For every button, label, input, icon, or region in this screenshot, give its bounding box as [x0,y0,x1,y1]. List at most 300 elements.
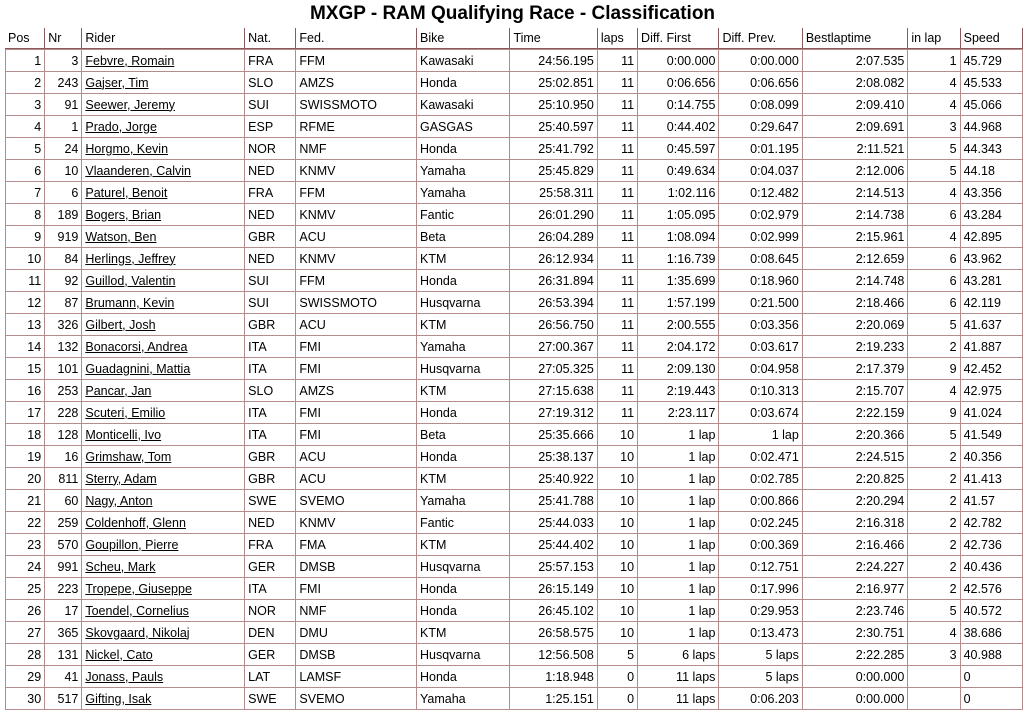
rider-link[interactable]: Bogers, Brian [85,207,162,222]
cell-speed: 0 [961,688,1023,710]
cell-diff-first: 1:57.199 [638,292,719,314]
table-row [5,688,1023,710]
cell-bestlaptime: 2:15.707 [803,380,909,402]
cell-diff-first: 0:06.656 [638,72,719,94]
cell-laps: 10 [598,534,638,556]
cell-speed: 38.686 [961,622,1023,644]
rider-link[interactable]: Monticelli, Ivo [85,427,162,442]
cell-time: 25:44.033 [510,512,597,534]
rider-link[interactable]: Gilbert, Josh [85,317,156,332]
cell-laps: 10 [598,622,638,644]
classification-table [5,28,1023,710]
cell-rider[interactable] [82,49,245,72]
rider-link[interactable]: Coldenhoff, Glenn [85,515,186,530]
cell-nr: 3 [45,49,82,72]
cell-pos: 29 [5,666,45,688]
cell-in-lap: 5 [908,600,960,622]
cell-diff-prev: 0:03.674 [719,402,802,424]
cell-rider[interactable] [82,468,245,490]
table-row [5,182,1023,204]
cell-diff-prev: 0:12.751 [719,556,802,578]
cell-nat: FRA [245,534,296,556]
rider-link[interactable]: Scheu, Mark [85,559,156,574]
cell-diff-prev: 0:01.195 [719,138,802,160]
rider-link[interactable]: Grimshaw, Tom [85,449,172,464]
cell-fed: FMI [296,578,417,600]
cell-rider[interactable] [82,578,245,600]
cell-rider[interactable] [82,490,245,512]
cell-nat: ITA [245,402,296,424]
table-row [5,248,1023,270]
table-row [5,204,1023,226]
rider-link[interactable]: Febvre, Romain [85,53,175,68]
cell-nat: FRA [245,49,296,72]
cell-nr: 223 [45,578,82,600]
table-row [5,49,1023,72]
cell-bestlaptime: 2:14.513 [803,182,909,204]
cell-rider[interactable] [82,204,245,226]
cell-fed: KNMV [296,204,417,226]
cell-in-lap: 2 [908,336,960,358]
cell-time: 25:41.788 [510,490,597,512]
cell-time: 24:56.195 [510,49,597,72]
cell-pos: 14 [5,336,45,358]
cell-pos: 17 [5,402,45,424]
cell-diff-prev: 0:02.979 [719,204,802,226]
cell-bike: Kawasaki [417,49,510,72]
cell-fed: KNMV [296,160,417,182]
cell-bike: Honda [417,600,510,622]
cell-bestlaptime: 2:20.366 [803,424,909,446]
cell-nat: NED [245,160,296,182]
cell-nat: NOR [245,138,296,160]
cell-in-lap: 6 [908,292,960,314]
rider-link[interactable]: Gifting, Isak [85,691,152,706]
cell-bestlaptime: 2:12.006 [803,160,909,182]
cell-time: 26:58.575 [510,622,597,644]
cell-speed: 41.413 [961,468,1023,490]
cell-speed: 44.343 [961,138,1023,160]
cell-diff-first: 1 lap [638,556,719,578]
table-row [5,534,1023,556]
cell-in-lap: 3 [908,116,960,138]
table-row [5,270,1023,292]
rider-link[interactable]: Sterry, Adam [85,471,157,486]
cell-pos: 5 [5,138,45,160]
cell-bestlaptime: 0:00.000 [803,666,909,688]
table-row [5,226,1023,248]
cell-fed: ACU [296,226,417,248]
cell-nat: GBR [245,468,296,490]
cell-bike: KTM [417,534,510,556]
cell-in-lap: 5 [908,424,960,446]
cell-laps: 11 [598,116,638,138]
cell-diff-prev: 5 laps [719,666,802,688]
cell-nr: 91 [45,94,82,116]
cell-bike: Honda [417,72,510,94]
rider-link[interactable]: Pancar, Jan [85,383,152,398]
cell-pos: 25 [5,578,45,600]
rider-link[interactable]: Vlaanderen, Calvin [85,163,191,178]
cell-bestlaptime: 2:20.069 [803,314,909,336]
cell-laps: 11 [598,49,638,72]
cell-rider[interactable] [82,270,245,292]
cell-bike: Yamaha [417,490,510,512]
cell-fed: SVEMO [296,688,417,710]
cell-rider[interactable] [82,116,245,138]
cell-nr: 24 [45,138,82,160]
rider-link[interactable]: Watson, Ben [85,229,157,244]
cell-bestlaptime: 2:09.410 [803,94,909,116]
cell-in-lap [908,688,960,710]
table-row [5,314,1023,336]
cell-bike: KTM [417,314,510,336]
cell-rider[interactable] [82,622,245,644]
cell-in-lap: 9 [908,402,960,424]
cell-fed: AMZS [296,72,417,94]
cell-time: 25:38.137 [510,446,597,468]
cell-laps: 11 [598,380,638,402]
cell-speed: 41.637 [961,314,1023,336]
cell-diff-prev: 0:03.356 [719,314,802,336]
cell-fed: RFME [296,116,417,138]
cell-bike: Honda [417,138,510,160]
cell-fed: KNMV [296,248,417,270]
rider-link[interactable]: Prado, Jorge [85,119,157,134]
rider-link[interactable]: Scuteri, Emilio [85,405,166,420]
rider-link[interactable]: Guadagnini, Mattia [85,361,191,376]
cell-speed: 0 [961,666,1023,688]
cell-bestlaptime: 2:12.659 [803,248,909,270]
col-header-speed: Speed [961,28,1023,49]
cell-diff-first: 2:04.172 [638,336,719,358]
cell-time: 25:02.851 [510,72,597,94]
cell-time: 26:56.750 [510,314,597,336]
cell-fed: FFM [296,182,417,204]
cell-laps: 11 [598,182,638,204]
cell-diff-first: 6 laps [638,644,719,666]
cell-speed: 43.356 [961,182,1023,204]
cell-speed: 42.782 [961,512,1023,534]
rider-link[interactable]: Seewer, Jeremy [85,97,175,112]
cell-in-lap: 4 [908,182,960,204]
rider-link[interactable]: Toendel, Cornelius [85,603,189,618]
cell-bestlaptime: 2:14.738 [803,204,909,226]
table-row [5,138,1023,160]
cell-diff-first: 0:49.634 [638,160,719,182]
cell-rider[interactable] [82,600,245,622]
table-row [5,116,1023,138]
cell-rider[interactable] [82,182,245,204]
cell-time: 26:15.149 [510,578,597,600]
cell-rider[interactable] [82,138,245,160]
table-row [5,644,1023,666]
table-row [5,424,1023,446]
cell-laps: 11 [598,72,638,94]
cell-nr: 570 [45,534,82,556]
cell-fed: DMSB [296,644,417,666]
cell-diff-prev: 0:06.203 [719,688,802,710]
cell-fed: LAMSF [296,666,417,688]
cell-bike: Yamaha [417,160,510,182]
cell-time: 26:01.290 [510,204,597,226]
cell-in-lap: 5 [908,160,960,182]
cell-diff-first: 0:44.402 [638,116,719,138]
cell-bestlaptime: 2:09.691 [803,116,909,138]
cell-laps: 0 [598,666,638,688]
cell-pos: 10 [5,248,45,270]
cell-laps: 10 [598,424,638,446]
cell-rider[interactable] [82,556,245,578]
cell-speed: 42.736 [961,534,1023,556]
rider-link[interactable]: Jonass, Pauls [85,669,164,684]
cell-rider[interactable] [82,292,245,314]
cell-time: 25:41.792 [510,138,597,160]
cell-time: 26:12.934 [510,248,597,270]
cell-nr: 60 [45,490,82,512]
rider-link[interactable]: Horgmo, Kevin [85,141,169,156]
cell-rider[interactable] [82,446,245,468]
header-row [5,28,1023,49]
cell-time: 27:00.367 [510,336,597,358]
cell-bestlaptime: 2:16.466 [803,534,909,556]
cell-nat: ITA [245,336,296,358]
cell-diff-prev: 0:29.647 [719,116,802,138]
cell-fed: FFM [296,49,417,72]
cell-speed: 41.57 [961,490,1023,512]
cell-pos: 6 [5,160,45,182]
table-body [5,49,1023,710]
rider-link[interactable]: Nickel, Cato [85,647,153,662]
cell-in-lap: 6 [908,270,960,292]
col-header-diff-prev: Diff. Prev. [719,28,802,49]
cell-nat: FRA [245,182,296,204]
cell-rider[interactable] [82,512,245,534]
cell-fed: ACU [296,446,417,468]
cell-fed: NMF [296,600,417,622]
cell-diff-prev: 0:02.999 [719,226,802,248]
cell-diff-first: 1:02.116 [638,182,719,204]
cell-nr: 228 [45,402,82,424]
cell-time: 27:19.312 [510,402,597,424]
cell-bike: Yamaha [417,182,510,204]
cell-laps: 10 [598,446,638,468]
cell-fed: DMU [296,622,417,644]
cell-bike: Honda [417,446,510,468]
cell-time: 27:15.638 [510,380,597,402]
col-header-laps: laps [598,28,638,49]
cell-nr: 365 [45,622,82,644]
cell-diff-prev: 0:04.037 [719,160,802,182]
cell-nat: GBR [245,446,296,468]
cell-diff-prev: 0:04.958 [719,358,802,380]
cell-bike: Yamaha [417,688,510,710]
cell-bestlaptime: 2:20.294 [803,490,909,512]
cell-rider[interactable] [82,380,245,402]
cell-diff-first: 1:35.699 [638,270,719,292]
rider-link[interactable]: Nagy, Anton [85,493,153,508]
cell-diff-first: 1:08.094 [638,226,719,248]
cell-time: 26:04.289 [510,226,597,248]
cell-nat: GBR [245,226,296,248]
cell-diff-prev: 0:02.471 [719,446,802,468]
rider-link[interactable]: Brumann, Kevin [85,295,175,310]
cell-pos: 15 [5,358,45,380]
cell-diff-prev: 0:00.866 [719,490,802,512]
cell-in-lap: 2 [908,578,960,600]
cell-diff-prev: 0:02.245 [719,512,802,534]
cell-bike: GASGAS [417,116,510,138]
table-row [5,358,1023,380]
rider-link[interactable]: Goupillon, Pierre [85,537,179,552]
cell-pos: 13 [5,314,45,336]
table-row [5,402,1023,424]
cell-rider[interactable] [82,226,245,248]
cell-pos: 19 [5,446,45,468]
cell-pos: 18 [5,424,45,446]
cell-rider[interactable] [82,314,245,336]
table-row [5,336,1023,358]
cell-bike: Husqvarna [417,358,510,380]
col-header-time: Time [510,28,597,49]
cell-fed: FMI [296,358,417,380]
cell-nat: SLO [245,72,296,94]
cell-speed: 44.968 [961,116,1023,138]
cell-diff-first: 1:16.739 [638,248,719,270]
cell-diff-prev: 0:06.656 [719,72,802,94]
cell-bike: Yamaha [417,336,510,358]
cell-bestlaptime: 2:08.082 [803,72,909,94]
cell-nr: 87 [45,292,82,314]
cell-rider[interactable] [82,248,245,270]
cell-rider[interactable] [82,402,245,424]
rider-link[interactable]: Paturel, Benoit [85,185,168,200]
cell-nr: 991 [45,556,82,578]
cell-rider[interactable] [82,424,245,446]
cell-nr: 243 [45,72,82,94]
cell-laps: 11 [598,314,638,336]
cell-rider[interactable] [82,688,245,710]
cell-in-lap: 5 [908,314,960,336]
col-header-rider: Rider [82,28,245,49]
cell-time: 1:18.948 [510,666,597,688]
rider-link[interactable]: Tropepe, Giuseppe [85,581,192,596]
cell-speed: 40.988 [961,644,1023,666]
cell-bestlaptime: 2:19.233 [803,336,909,358]
cell-bike: Honda [417,270,510,292]
cell-nr: 92 [45,270,82,292]
cell-nat: ITA [245,358,296,380]
cell-rider[interactable] [82,72,245,94]
cell-bestlaptime: 2:24.515 [803,446,909,468]
cell-bike: Husqvarna [417,292,510,314]
cell-in-lap: 4 [908,226,960,248]
cell-bike: KTM [417,622,510,644]
cell-diff-first: 1 lap [638,446,719,468]
cell-speed: 41.024 [961,402,1023,424]
cell-nat: LAT [245,666,296,688]
cell-bike: KTM [417,248,510,270]
cell-bike: Husqvarna [417,644,510,666]
cell-laps: 5 [598,644,638,666]
cell-rider[interactable] [82,160,245,182]
col-header-fed: Fed. [296,28,417,49]
cell-in-lap: 2 [908,446,960,468]
cell-laps: 10 [598,556,638,578]
cell-bestlaptime: 2:22.159 [803,402,909,424]
cell-in-lap: 5 [908,138,960,160]
cell-laps: 0 [598,688,638,710]
cell-nr: 101 [45,358,82,380]
cell-bike: Fantic [417,204,510,226]
cell-rider[interactable] [82,534,245,556]
cell-rider[interactable] [82,358,245,380]
cell-bestlaptime: 2:30.751 [803,622,909,644]
cell-diff-first: 1 lap [638,600,719,622]
cell-speed: 42.119 [961,292,1023,314]
cell-bike: KTM [417,468,510,490]
cell-speed: 45.066 [961,94,1023,116]
cell-rider[interactable] [82,336,245,358]
rider-link[interactable]: Skovgaard, Nikolaj [85,625,190,640]
cell-rider[interactable] [82,666,245,688]
cell-pos: 4 [5,116,45,138]
cell-nr: 128 [45,424,82,446]
cell-rider[interactable] [82,644,245,666]
cell-speed: 42.975 [961,380,1023,402]
rider-link[interactable]: Herlings, Jeffrey [85,251,176,266]
cell-bestlaptime: 2:15.961 [803,226,909,248]
cell-diff-first: 11 laps [638,666,719,688]
cell-diff-prev: 0:08.099 [719,94,802,116]
rider-link[interactable]: Gajser, Tim [85,75,149,90]
cell-pos: 30 [5,688,45,710]
cell-diff-prev: 0:03.617 [719,336,802,358]
cell-nr: 132 [45,336,82,358]
cell-pos: 24 [5,556,45,578]
cell-bike: Honda [417,666,510,688]
cell-nat: ITA [245,578,296,600]
cell-bestlaptime: 2:23.746 [803,600,909,622]
cell-nat: ESP [245,116,296,138]
cell-rider[interactable] [82,94,245,116]
cell-diff-first: 1 lap [638,622,719,644]
cell-time: 25:10.950 [510,94,597,116]
cell-nat: NOR [245,600,296,622]
cell-bike: Husqvarna [417,556,510,578]
cell-diff-prev: 0:18.960 [719,270,802,292]
cell-laps: 11 [598,160,638,182]
cell-fed: FMA [296,534,417,556]
cell-pos: 26 [5,600,45,622]
cell-diff-first: 0:14.755 [638,94,719,116]
cell-nr: 919 [45,226,82,248]
cell-nr: 17 [45,600,82,622]
cell-diff-prev: 0:21.500 [719,292,802,314]
rider-link[interactable]: Bonacorsi, Andrea [85,339,188,354]
cell-speed: 40.436 [961,556,1023,578]
cell-fed: FMI [296,424,417,446]
cell-laps: 11 [598,226,638,248]
cell-speed: 43.284 [961,204,1023,226]
cell-bestlaptime: 2:16.977 [803,578,909,600]
cell-fed: SVEMO [296,490,417,512]
cell-nat: SLO [245,380,296,402]
cell-time: 26:53.394 [510,292,597,314]
cell-laps: 10 [598,578,638,600]
cell-laps: 11 [598,138,638,160]
rider-link[interactable]: Guillod, Valentin [85,273,176,288]
